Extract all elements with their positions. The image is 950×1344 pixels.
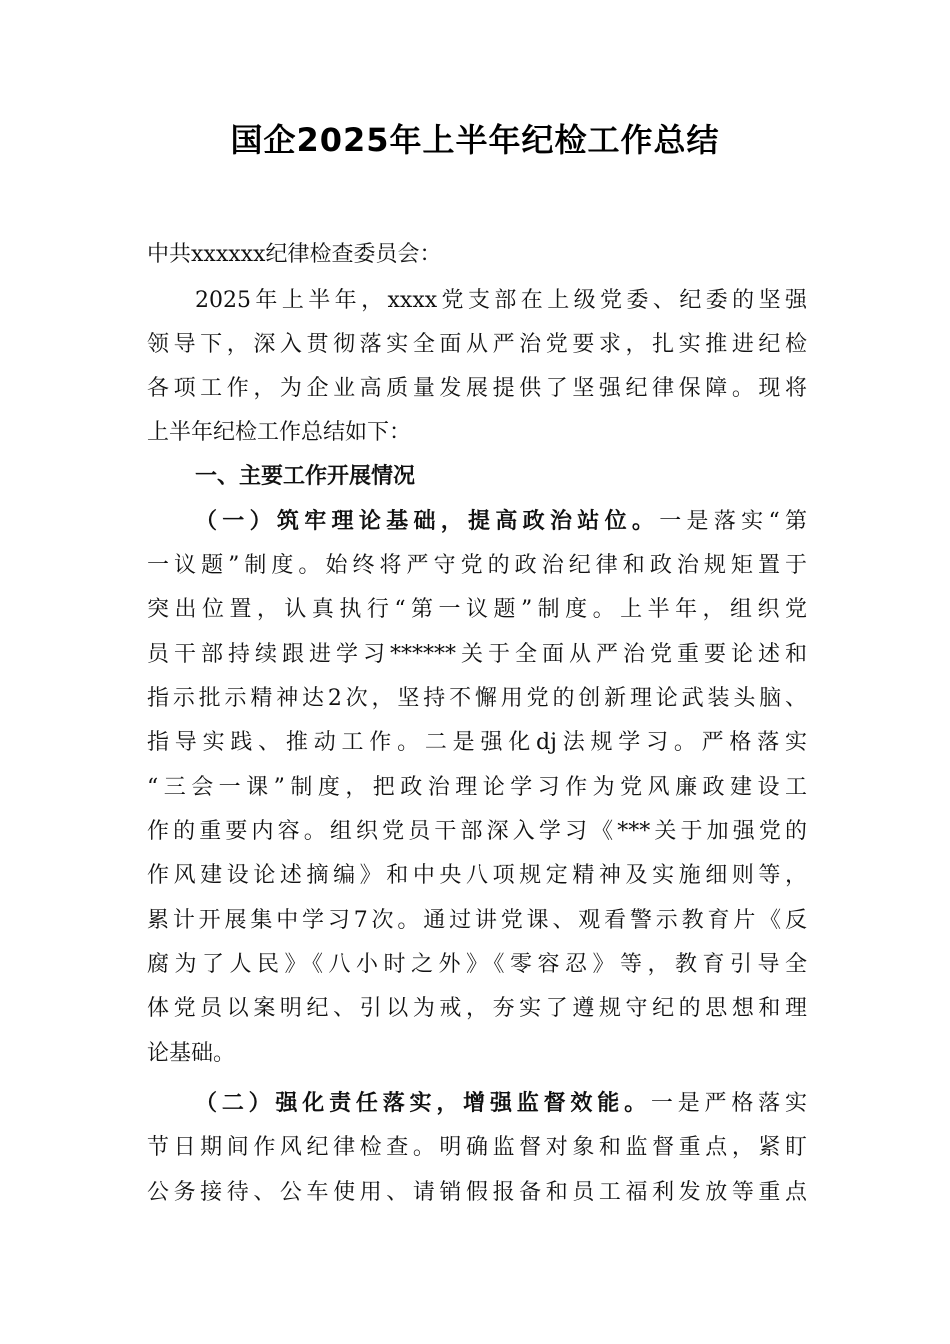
body-line: 公务接待、公车使用、请销假报备和员工福利发放等重点 xyxy=(147,1180,807,1205)
body-line: 节日期间作风纪律检查。明确监督对象和监督重点，紧盯 xyxy=(147,1135,807,1160)
subsection-2-first-rest: 一是严格落实 xyxy=(650,1091,807,1116)
body-line: 体党员以案明纪、引以为戒，夯实了遵规守纪的思想和理 xyxy=(147,996,807,1021)
intro-line: 领导下，深入贯彻落实全面从严治党要求，扎实推进纪检 xyxy=(147,332,807,357)
body-line: 突出位置，认真执行“第一议题”制度。上半年，组织党 xyxy=(147,597,807,622)
subsection-1-first-line xyxy=(195,503,807,540)
intro-line: 各项工作，为企业高质量发展提供了坚强纪律保障。现将 xyxy=(147,376,807,401)
body-line: 指导实践、推动工作。二是强化dj法规学习。严格落实 xyxy=(147,730,807,755)
subsection-1-first-rest: 一是落实“第 xyxy=(659,509,807,534)
intro-line: 上半年纪检工作总结如下： xyxy=(147,420,412,445)
subsection-2-lead: （二）强化责任落实，增强监督效能。 xyxy=(195,1090,651,1116)
body-line: 作的重要内容。组织党员干部深入学习《***关于加强党的 xyxy=(147,819,807,844)
subsection-1-lead: （一）筑牢理论基础，提高政治站位。 xyxy=(195,508,660,534)
body-line: 指示批示精神达2次，坚持不懈用党的创新理论武装头脑、 xyxy=(147,686,807,711)
body-line: 腐为了人民》《八小时之外》《零容忍》等，教育引导全 xyxy=(147,952,807,977)
body-line: 累计开展集中学习7次。通过讲党课、观看警示教育片《反 xyxy=(147,908,807,933)
document-title: 国企2025年上半年纪检工作总结 xyxy=(230,121,720,159)
intro-line: 2025年上半年，xxxx党支部在上级党委、纪委的坚强 xyxy=(195,288,807,313)
salutation: 中共xxxxxx纪律检查委员会： xyxy=(147,242,442,267)
body-line: 员干部持续跟进学习******关于全面从严治党重要论述和 xyxy=(147,642,807,667)
body-line: 一议题”制度。始终将严守党的政治纪律和政治规矩置于 xyxy=(147,553,807,578)
body-line: “三会一课”制度，把政治理论学习作为党风廉政建设工 xyxy=(147,775,807,800)
body-line: 论基础。 xyxy=(147,1041,236,1066)
body-line: 作风建设论述摘编》和中央八项规定精神及实施细则等， xyxy=(147,863,807,888)
subsection-2-first-line xyxy=(195,1085,807,1122)
section-heading: 一、主要工作开展情况 xyxy=(195,464,416,489)
